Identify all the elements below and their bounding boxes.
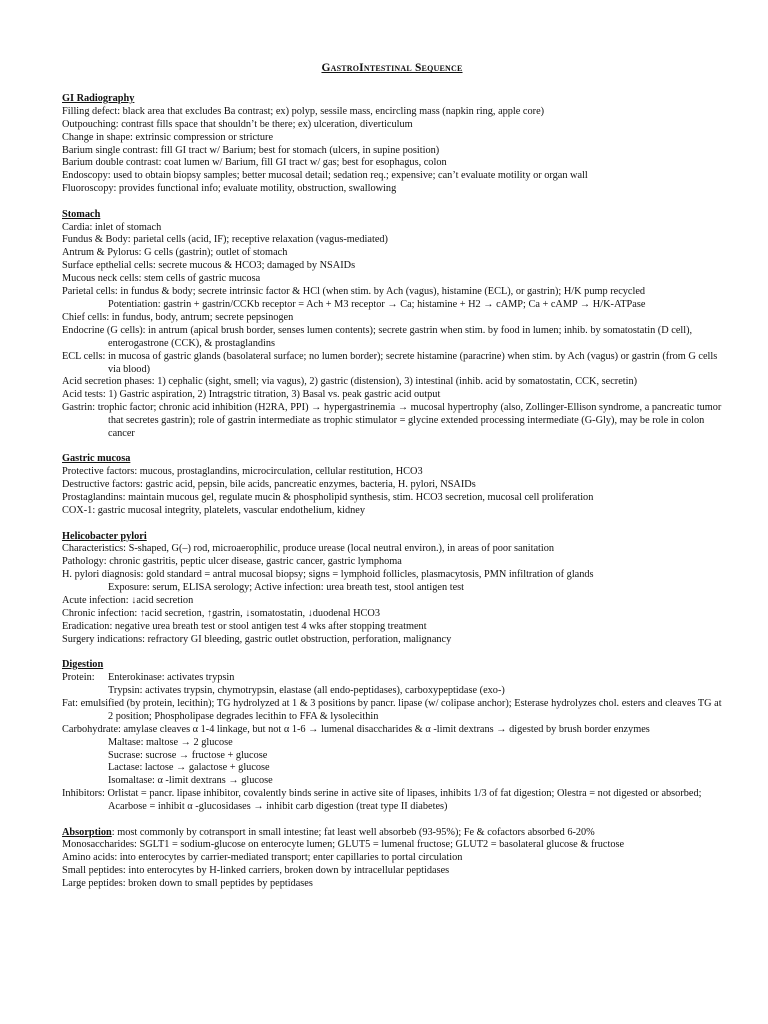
text-line-hanging: ECL cells: in mucosa of gastric glands (basolateral surface; no lumen border); secrete histamine (paracrine) when stim. by Ach (vagus) or gastrin (from G cells via blood) bbox=[62, 350, 718, 375]
text-line: Small peptides: into enterocytes by H-linked carriers, broken down by intracellular peptidases bbox=[62, 865, 450, 877]
text-line: Acid secretion phases: 1) cephalic (sight, smell; via vagus), 2) gastric (distension), 3) intestinal (inhib. acid by somatostatin, CCK, secretin) bbox=[62, 376, 638, 388]
text-line bbox=[62, 827, 722, 840]
text-line: Characteristics: S-shaped, G(–) rod, microaerophilic, produce urease (local neutral environ.), in areas of poor sanitation bbox=[62, 543, 555, 555]
text-line-indented: Lactase: lactose → galactose + glucose bbox=[108, 762, 270, 774]
section-gi-radiography bbox=[62, 93, 722, 196]
text-line-indented: Isomaltase: α -limit dextrans → glucose bbox=[108, 775, 273, 787]
text-line: Barium single contrast: fill GI tract w/ Barium; best for stomach (ulcers, in supine position) bbox=[62, 144, 440, 156]
text-line: Surgery indications: refractory GI bleeding, gastric outlet obstruction, perforation, malignancy bbox=[62, 633, 452, 645]
text-line-hanging: Fat: emulsified (by protein, lecithin); TG hydrolyzed at 1 & 3 positions by pancr. lipase (w/ colipase anchor); Esterase hydrolyzes chol. esters and cleaves TG at 2 position; Phospholipase degrades lecithin to FFA & lysolecithin bbox=[62, 697, 722, 722]
text-line: Acid tests: 1) Gastric aspiration, 2) Intragstric titration, 3) Basal vs. peak gastric acid output bbox=[62, 389, 441, 401]
text-line: Parietal cells: in fundus & body; secrete intrinsic factor & HCl (when stim. by Ach (vagus), histamine (ECL), or gastrin); H/K pump recycled bbox=[62, 286, 646, 298]
text-line-indented: Sucrase: sucrose → fructose + glucose bbox=[108, 749, 268, 761]
text-line: Chronic infection: ↑acid secretion, ↑gastrin, ↓somatostatin, ↓duodenal HCO3 bbox=[62, 607, 380, 619]
section-heading: Absorption bbox=[62, 826, 112, 838]
section-gastric-mucosa bbox=[62, 453, 722, 518]
text-line-indented: Maltase: maltose → 2 glucose bbox=[108, 736, 233, 748]
protein-line-1: Enterokinase: activates trypsin bbox=[108, 672, 235, 684]
text-line: Fluoroscopy: provides functional info; evaluate motility, obstruction, swallowing bbox=[62, 183, 397, 195]
text-line: Antrum & Pylorus: G cells (gastrin); outlet of stomach bbox=[62, 247, 288, 259]
section-absorption bbox=[62, 827, 722, 892]
text-line-hanging: Inhibitors: Orlistat = pancr. lipase inhibitor, covalently binds serine in active site of lipases, inhibits 1/3 of fat digestion; Olestra = not digested or absorbed; Acarbose = inhibit α -glucosidases → inhibit carb digestion (treat type II diabetes) bbox=[62, 788, 702, 813]
text-line: Prostaglandins: maintain mucous gel, regulate mucin & phospholipid synthesis, stim. HCO3 secretion, mucosal cell proliferation bbox=[62, 492, 594, 504]
page-title: GastroIntestinal Sequence bbox=[321, 62, 463, 74]
section-heading: Digestion bbox=[62, 659, 104, 671]
text-line: H. pylori diagnosis: gold standard = antral mucosal biopsy; signs = lymphoid follicles, plasmacytosis, PMN infiltration of glands bbox=[62, 569, 594, 581]
text-line: Fundus & Body: parietal cells (acid, IF); receptive relaxation (vagus-mediated) bbox=[62, 234, 388, 246]
text-line-hanging: Endocrine (G cells): in antrum (apical brush border, senses lumen contents); secrete gastrin when stim. by food in lumen; inhib. by somatostatin (D cell), enterogastrone (CCK), & prostaglandins bbox=[62, 324, 693, 349]
section-heading: Stomach bbox=[62, 208, 101, 220]
text-line: Outpouching: contrast fills space that shouldn’t be there; ex) ulceration, diverticulum bbox=[62, 118, 413, 130]
section-heading: Helicobacter pylori bbox=[62, 530, 147, 542]
section-h-pylori bbox=[62, 531, 722, 647]
section-digestion bbox=[62, 659, 722, 814]
text-line-indented: Exposure: serum, ELISA serology; Active infection: urea breath test, stool antigen test bbox=[108, 582, 465, 594]
text-line: Carbohydrate: amylase cleaves α 1-4 linkage, but not α 1-6 → lumenal disaccharides & α -limit dextrans → digested by brush border enzymes bbox=[62, 723, 650, 735]
text-line: Destructive factors: gastric acid, pepsin, bile acids, pancreatic enzymes, bacteria, H. pylori, NSAIDs bbox=[62, 479, 476, 491]
text-line: Pathology: chronic gastritis, peptic ulcer disease, gastric cancer, gastric lymphoma bbox=[62, 556, 402, 568]
text-line-indented: Potentiation: gastrin + gastrin/CCKb receptor = Ach + M3 receptor → Ca; histamine + H2 → cAMP; Ca + cAMP → H/K-ATPase bbox=[108, 299, 646, 310]
text-line-hanging: Gastrin: trophic factor; chronic acid inhibition (H2RA, PPI) → hypergastrinemia → mucosal hypertrophy (also, Zollinger-Ellison syndrome, a pancreatic tumor that secretes gastrin); role of gastrin intermediate as trophic stimulator = glycine extended processing intermediate (G-Gly), may be role in colon cancer bbox=[62, 402, 722, 440]
document-page bbox=[62, 62, 722, 904]
text-line: Protective factors: mucous, prostaglandins, microcirculation, cellular restitution, HCO3 bbox=[62, 466, 423, 478]
text-line bbox=[62, 672, 722, 685]
text-line: Filling defect: black area that excludes Ba contrast; ex) polyp, sessile mass, encircling mass (napkin ring, apple core) bbox=[62, 105, 545, 117]
text-line: Endoscopy: used to obtain biopsy samples; better mucosal detail; sedation req.; expensive; can’t evaluate motility or organ wall bbox=[62, 170, 588, 182]
text-line: Large peptides: broken down to small peptides by peptidases bbox=[62, 878, 313, 890]
text-line: Change in shape: extrinsic compression or stricture bbox=[62, 131, 274, 143]
text-line: Eradication: negative urea breath test or stool antigen test 4 wks after stopping treatment bbox=[62, 620, 427, 632]
text-line: Surface epthelial cells: secrete mucous & HCO3; damaged by NSAIDs bbox=[62, 260, 356, 272]
protein-label: Protein: bbox=[62, 672, 95, 684]
section-heading: GI Radiography bbox=[62, 92, 135, 104]
text-line: Acute infection: ↓acid secretion bbox=[62, 595, 194, 607]
section-heading: Gastric mucosa bbox=[62, 453, 131, 465]
text-line: Amino acids: into enterocytes by carrier-mediated transport; enter capillaries to portal circulation bbox=[62, 852, 463, 864]
text-line: Chief cells: in fundus, body, antrum; secrete pepsinogen bbox=[62, 311, 294, 323]
text-line: Barium double contrast: coat lumen w/ Barium, fill GI tract w/ gas; best for esophagus, colon bbox=[62, 157, 447, 169]
text-line: Mucous neck cells: stem cells of gastric mucosa bbox=[62, 273, 261, 285]
text-line-indented: Trypsin: activates trypsin, chymotrypsin, elastase (all endo-peptidases), carboxypeptidase (exo-) bbox=[108, 684, 505, 696]
text-line: COX-1: gastric mucosal integrity, platelets, vascular endothelium, kidney bbox=[62, 505, 366, 517]
section-stomach bbox=[62, 209, 722, 441]
absorption-intro: : most commonly by cotransport in small intestine; fat least well absorbeb (93-95%); Fe & cofactors absorbed 6-20% bbox=[111, 826, 595, 838]
text-line: Monosaccharides: SGLT1 = sodium-glucose on enterocyte lumen; GLUT5 = lumenal fructose; GLUT2 = basolateral glucose & fructose bbox=[62, 839, 625, 851]
text-line: Cardia: inlet of stomach bbox=[62, 221, 162, 233]
